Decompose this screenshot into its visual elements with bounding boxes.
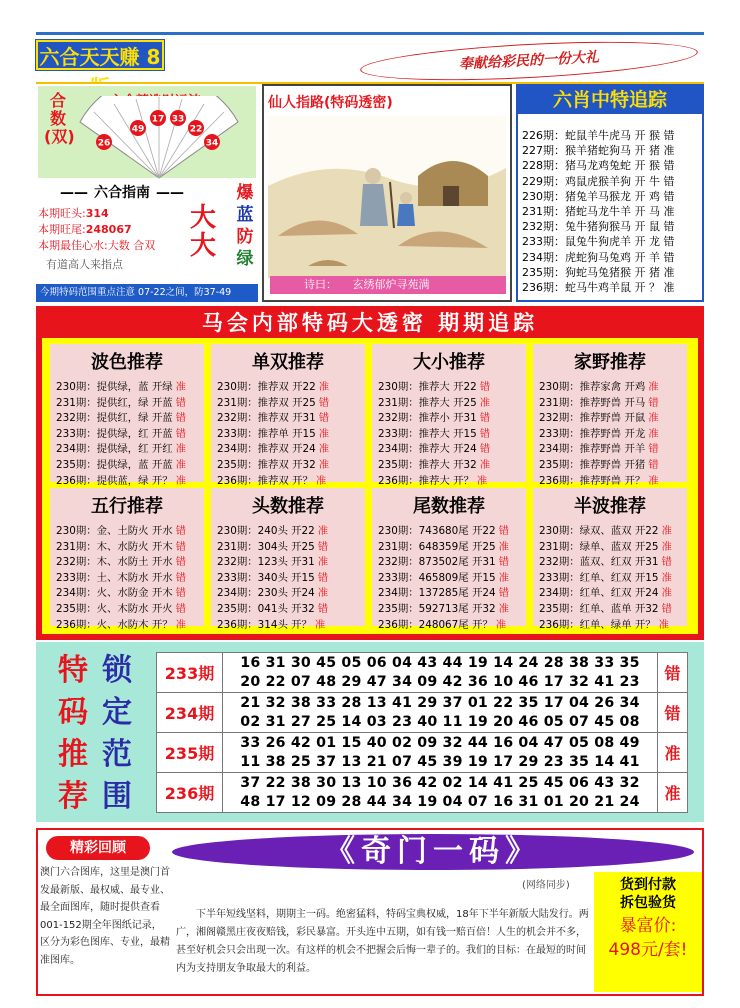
recommend-row: 235期：提供绿，蓝 开蓝 准 bbox=[56, 458, 187, 471]
recommend-row: 231期：304头 开25 错 bbox=[217, 540, 329, 553]
result-mark: 错 bbox=[479, 427, 491, 440]
top-rule bbox=[36, 32, 704, 35]
fan-illustration bbox=[74, 96, 244, 180]
recommend-row: 236期：推荐双 开？ 准 bbox=[217, 474, 327, 487]
guide-row: 本期最佳心水:大数 合双 bbox=[38, 239, 156, 252]
fan-ball-number: 49 bbox=[131, 124, 145, 135]
lock-side-red: 特 码 推 荐 bbox=[58, 653, 88, 814]
recommend-box-title: 波色推荐 bbox=[91, 352, 163, 373]
recommend-row: 234期：推荐双 开24 准 bbox=[217, 443, 330, 456]
recommend-box-rows bbox=[378, 524, 509, 633]
lock-side-blue: 锁 定 范 围 bbox=[102, 653, 132, 814]
fan-ball-number: 26 bbox=[97, 138, 111, 149]
result-mark: 错 bbox=[648, 458, 659, 471]
result-mark: 准 bbox=[661, 571, 672, 584]
recommend-box bbox=[533, 488, 687, 631]
recommend-row: 235期：红单、蓝单 开32 错 bbox=[539, 602, 672, 615]
price-block: 暴富价: 498元/套! bbox=[608, 916, 688, 960]
recommend-box-title: 单双推荐 bbox=[252, 352, 324, 373]
result-mark: 准 bbox=[315, 474, 327, 487]
recommend-row: 235期：推荐野兽 开猪 错 bbox=[539, 458, 659, 471]
guide-title-text: 六合指南 bbox=[94, 185, 150, 201]
recommend-box bbox=[211, 344, 365, 487]
lock-numbers: 37 22 38 30 13 10 36 42 02 14 41 25 45 06 43 32 48 17 12 09 28 44 34 19 04 07 16 31 01 20 21 24 bbox=[223, 773, 658, 813]
track-row: 236期：蛇马牛鸡羊鼠 开 ？ 准 bbox=[522, 281, 675, 295]
recommend-row: 231期：推荐野兽 开马 错 bbox=[539, 396, 659, 409]
tip-text: 有道高人来指点 bbox=[46, 258, 123, 271]
recommend-box-rows bbox=[56, 524, 186, 633]
network-sync: (网络同步) bbox=[522, 880, 570, 891]
lock-period: 235期 bbox=[157, 733, 223, 773]
recall-text: 澳门六合图库，这里是澳门首发最新版、最权威、最专业、最全面图库，随时提供查看001-152期全年图纸记录，区分为彩色图库、专业，最精准图库。 bbox=[40, 867, 170, 966]
recommend-row: 235期：火、木防水 开火 错 bbox=[56, 602, 187, 615]
recommend-row: 234期：137285尾 开24 错 bbox=[378, 587, 509, 600]
recommend-row: 235期：041头 开32 错 bbox=[217, 602, 329, 615]
recommend-row: 230期：743680尾 开22 错 bbox=[378, 525, 509, 537]
result-mark: 错 bbox=[175, 525, 187, 537]
recommend-row: 231期：木、水防火 开木 错 bbox=[56, 540, 187, 553]
track-row: 233期：鼠兔牛狗虎羊 开 龙 错 bbox=[522, 235, 675, 249]
guide-row: 本期旺头:314 bbox=[38, 207, 109, 220]
result-mark: 错 bbox=[648, 396, 659, 409]
track-row: 228期：猪马龙鸡兔蛇 开 猴 错 bbox=[522, 159, 675, 173]
recommend-box bbox=[372, 344, 526, 487]
result-mark: 准 bbox=[476, 474, 488, 487]
track-list bbox=[522, 128, 675, 295]
lock-period: 236期 bbox=[157, 773, 223, 813]
recommend-row: 230期：240头 开22 准 bbox=[217, 525, 329, 537]
result-mark: 错 bbox=[498, 525, 509, 537]
lock-result: 准 bbox=[658, 733, 688, 773]
recommend-row: 231期：提供红，绿 开蓝 错 bbox=[56, 396, 187, 409]
result-mark: 错 bbox=[317, 540, 329, 553]
recommend-row: 235期：推荐双 开32 准 bbox=[217, 458, 330, 471]
recommend-box-rows bbox=[378, 380, 490, 489]
recommend-row: 234期：提供绿，红 开红 准 bbox=[56, 443, 187, 456]
result-mark: 错 bbox=[175, 556, 187, 569]
fan-ball-number: 17 bbox=[151, 114, 165, 125]
guide-title: —— 六合指南 —— bbox=[60, 185, 184, 201]
recommend-row: 230期：推荐家禽 开鸡 准 bbox=[539, 381, 659, 393]
recommend-row: 234期：火、水防金 开木 错 bbox=[56, 587, 187, 600]
recommend-row: 232期：123头 开31 准 bbox=[217, 556, 329, 569]
recommend-row: 232期：873502尾 开31 错 bbox=[378, 556, 509, 569]
recommend-box-rows bbox=[539, 524, 672, 633]
recommend-row: 232期：推荐野兽 开鼠 准 bbox=[539, 412, 659, 425]
result-mark: 准 bbox=[648, 427, 659, 440]
gift-slogan: 奉献给彩民的一份大礼 bbox=[359, 35, 698, 87]
result-mark: 准 bbox=[175, 443, 187, 456]
result-mark: 错 bbox=[479, 412, 491, 425]
qimen-banner: 《奇门一码》 bbox=[172, 834, 694, 870]
result-mark: 准 bbox=[479, 396, 491, 409]
guide-row: 本期旺尾:248067 bbox=[38, 223, 132, 236]
result-mark: 错 bbox=[175, 602, 187, 615]
track-row: 226期：蛇鼠羊牛虎马 开 猴 错 bbox=[522, 129, 675, 142]
result-mark: 准 bbox=[498, 602, 509, 615]
result-mark: 错 bbox=[175, 571, 187, 584]
recommend-row: 232期：木、水防土 开水 错 bbox=[56, 556, 187, 569]
result-mark: 错 bbox=[318, 412, 330, 425]
recommend-box bbox=[372, 488, 526, 631]
recommend-row: 233期：提供绿，红 开蓝 错 bbox=[56, 427, 187, 440]
result-mark: 错 bbox=[175, 412, 187, 425]
result-mark: 错 bbox=[479, 381, 491, 393]
recommend-row: 233期：推荐单 开15 准 bbox=[217, 427, 330, 440]
result-mark: 准 bbox=[661, 540, 672, 553]
recommend-row: 233期：推荐野兽 开龙 准 bbox=[539, 427, 659, 440]
track-row: 231期：猪蛇马龙牛羊 开 马 准 bbox=[522, 205, 675, 219]
recommend-box-rows bbox=[217, 524, 328, 633]
lock-result: 准 bbox=[658, 773, 688, 813]
poem-text: 玄绣郁炉寻苑满 bbox=[352, 278, 430, 291]
recommend-row: 234期：推荐大 开24 错 bbox=[378, 443, 491, 456]
recommend-row: 233期：465809尾 开15 准 bbox=[378, 571, 509, 584]
result-mark: 准 bbox=[175, 618, 187, 631]
track-row: 232期：兔牛猪狗猴马 开 鼠 错 bbox=[522, 220, 675, 234]
recommend-row: 231期：推荐双 开25 错 bbox=[217, 396, 330, 409]
recommend-row: 232期：提供红，绿 开蓝 错 bbox=[56, 412, 187, 425]
lock-table bbox=[156, 652, 688, 813]
result-mark: 准 bbox=[661, 525, 672, 537]
result-mark: 准 bbox=[318, 427, 330, 440]
recommend-row: 231期：推荐大 开25 准 bbox=[378, 396, 491, 409]
result-mark: 准 bbox=[317, 587, 329, 600]
recommend-row: 234期：红单、红双 开24 准 bbox=[539, 587, 672, 600]
promo-text: 下半年短线坚料，期期主一码。绝密猛料，特码宝典权威，18年下半年新版大陆发行。两广，湘阁赣黑庄夜夜赔钱，彩民暴富。开头连中五期，如有钱一赔百倍！人生的机会并不多，甚至好机会只会出现一次。有这样的机会不把握会后悔一辈子的。我们的目标：在最短的时间内为支持朋友争取最大的利益。 bbox=[176, 909, 589, 974]
lock-row bbox=[157, 653, 688, 693]
recommend-row: 235期：推荐大 开32 准 bbox=[378, 458, 491, 471]
result-mark: 准 bbox=[648, 412, 659, 425]
recommend-row: 235期：592713尾 开32 准 bbox=[378, 602, 509, 615]
lock-result: 错 bbox=[658, 653, 688, 693]
lock-numbers: 21 32 38 33 28 13 41 29 37 01 22 35 17 04 26 34 02 31 27 25 14 03 23 40 11 19 20 46 05 07 45 08 bbox=[223, 693, 658, 733]
cod-lines: 货到付款 拆包验货 bbox=[620, 877, 676, 911]
recommend-row: 232期：推荐小 开31 错 bbox=[378, 412, 491, 425]
poem-label: 诗曰： bbox=[304, 278, 337, 291]
recommend-row: 236期：火、水防木 开？ 准 bbox=[56, 618, 187, 631]
recommend-title: 马会内部特码大透密 期期追踪 bbox=[201, 310, 539, 335]
recommend-row: 230期：金、土防火 开水 错 bbox=[56, 525, 187, 537]
recommend-row: 230期：推荐双 开22 准 bbox=[217, 381, 330, 393]
lock-row bbox=[157, 693, 688, 733]
result-mark: 准 bbox=[661, 587, 672, 600]
recommend-box-rows bbox=[539, 380, 659, 489]
recommend-row: 233期：红单、红双 开15 准 bbox=[539, 571, 672, 584]
recommend-box bbox=[50, 488, 204, 631]
recommend-row: 236期：推荐野兽 开？ 准 bbox=[539, 474, 659, 487]
recommend-row: 233期：340头 开15 错 bbox=[217, 571, 329, 584]
result-mark: 错 bbox=[498, 587, 509, 600]
middle-title: 仙人指路(特码透密) bbox=[268, 95, 393, 111]
result-mark: 准 bbox=[314, 618, 326, 631]
lock-period: 233期 bbox=[157, 653, 223, 693]
result-mark: 错 bbox=[175, 587, 187, 600]
recommend-row: 232期：推荐双 开31 错 bbox=[217, 412, 330, 425]
recommend-row: 234期：推荐野兽 开羊 错 bbox=[539, 443, 659, 456]
lock-result: 错 bbox=[658, 693, 688, 733]
recommend-row: 236期：提供蓝，绿 开？ 准 bbox=[56, 474, 187, 487]
result-mark: 错 bbox=[318, 396, 330, 409]
lock-row bbox=[157, 773, 688, 813]
recommend-box-title: 头数推荐 bbox=[252, 496, 324, 517]
result-mark: 准 bbox=[479, 458, 491, 471]
recommend-box-title: 家野推荐 bbox=[574, 352, 646, 373]
recommend-row: 231期：648359尾 开25 准 bbox=[378, 540, 509, 553]
result-mark: 错 bbox=[175, 427, 187, 440]
result-mark: 准 bbox=[318, 458, 330, 471]
result-mark: 准 bbox=[318, 381, 330, 393]
recommend-row: 236期：红单、绿单 开？ 准 bbox=[539, 618, 670, 631]
recommend-box-rows bbox=[56, 380, 186, 489]
guide-rows bbox=[38, 206, 155, 254]
result-mark: 错 bbox=[175, 540, 187, 553]
result-mark: 错 bbox=[498, 556, 509, 569]
result-mark: 准 bbox=[175, 381, 187, 393]
track-row: 234期：虎蛇狗马兔鸡 开 羊 错 bbox=[522, 250, 675, 264]
recommend-row: 236期：推荐大 开？ 准 bbox=[378, 474, 488, 487]
result-mark: 准 bbox=[175, 474, 187, 487]
dada-label: 大大 bbox=[190, 203, 217, 261]
recommend-row: 232期：蓝双、红双 开31 错 bbox=[539, 556, 672, 569]
result-mark: 错 bbox=[661, 556, 672, 569]
recommend-row: 236期：248067尾 开？ 准 bbox=[378, 618, 507, 631]
masthead-title: 六合天天赚 8 bbox=[36, 40, 164, 70]
recommend-row: 233期：推荐大 开15 错 bbox=[378, 427, 491, 440]
result-mark: 错 bbox=[648, 443, 659, 456]
track-row: 227期：猴羊猪蛇狗马 开 猪 准 bbox=[522, 144, 675, 158]
bao-column: 爆 蓝 防 绿 bbox=[236, 183, 254, 269]
scene-illustration bbox=[268, 116, 506, 278]
result-mark: 错 bbox=[479, 443, 491, 456]
heshu-label: 合数(双) bbox=[44, 91, 75, 146]
recommend-row: 234期：230头 开24 准 bbox=[217, 587, 329, 600]
result-mark: 错 bbox=[661, 602, 672, 615]
recommend-box bbox=[533, 344, 687, 487]
fan-ball-number: 34 bbox=[205, 138, 219, 149]
track-row: 235期：狗蛇马兔猪猴 开 猪 准 bbox=[522, 265, 675, 279]
result-mark: 准 bbox=[658, 618, 670, 631]
recall-head: 精彩回顾 bbox=[46, 836, 150, 860]
right-title: 六肖中特追踪 bbox=[518, 86, 702, 114]
result-mark: 准 bbox=[495, 618, 507, 631]
recommend-box-title: 五行推荐 bbox=[91, 496, 163, 517]
lock-numbers: 33 26 42 01 15 40 02 09 32 44 16 04 47 05 08 49 11 38 25 37 13 21 07 45 39 19 17 29 23 35 14 41 bbox=[223, 733, 658, 773]
result-mark: 错 bbox=[175, 396, 187, 409]
result-mark: 准 bbox=[648, 474, 659, 487]
range-bar: 今期特码范围重点注意 07-22之间，防37-49 bbox=[36, 284, 258, 302]
lock-row bbox=[157, 733, 688, 773]
track-row: 230期：猪兔羊马猴龙 开 鸡 错 bbox=[522, 189, 675, 203]
recommend-row: 231期：绿单、蓝双 开25 准 bbox=[539, 540, 672, 553]
result-mark: 错 bbox=[317, 602, 329, 615]
recommend-box-title: 大小推荐 bbox=[413, 352, 485, 373]
recommend-grid bbox=[42, 338, 698, 634]
lock-period: 234期 bbox=[157, 693, 223, 733]
result-mark: 准 bbox=[498, 571, 509, 584]
result-mark: 错 bbox=[317, 571, 329, 584]
poem-bar bbox=[270, 276, 506, 294]
recommend-row: 230期：提供绿，蓝 开绿 准 bbox=[56, 381, 187, 393]
recommend-row: 233期：土、木防水 开水 错 bbox=[56, 571, 187, 584]
recommend-row: 230期：推荐大 开22 错 bbox=[378, 381, 491, 393]
result-mark: 准 bbox=[317, 556, 329, 569]
result-mark: 准 bbox=[175, 458, 187, 471]
recommend-box-title: 尾数推荐 bbox=[413, 496, 485, 517]
recommend-box-rows bbox=[217, 380, 329, 489]
recommend-box bbox=[50, 344, 204, 487]
fan-ball-number: 33 bbox=[171, 114, 185, 125]
track-row: 229期：鸡鼠虎猴羊狗 开 牛 错 bbox=[522, 174, 675, 188]
recommend-box bbox=[211, 488, 365, 631]
result-mark: 准 bbox=[318, 443, 330, 456]
lock-numbers: 16 31 30 45 05 06 04 43 44 19 14 24 28 38 33 35 20 22 07 48 29 47 34 09 42 36 10 46 17 32 41 23 bbox=[223, 653, 658, 693]
result-mark: 准 bbox=[498, 540, 509, 553]
recommend-row: 230期：绿双、蓝双 开22 准 bbox=[539, 525, 672, 537]
result-mark: 准 bbox=[648, 381, 659, 393]
result-mark: 准 bbox=[317, 525, 329, 537]
fan-ball-number: 22 bbox=[189, 124, 203, 135]
recommend-box-title: 半波推荐 bbox=[574, 496, 646, 517]
recommend-row: 236期：314头 开？ 准 bbox=[217, 618, 326, 631]
